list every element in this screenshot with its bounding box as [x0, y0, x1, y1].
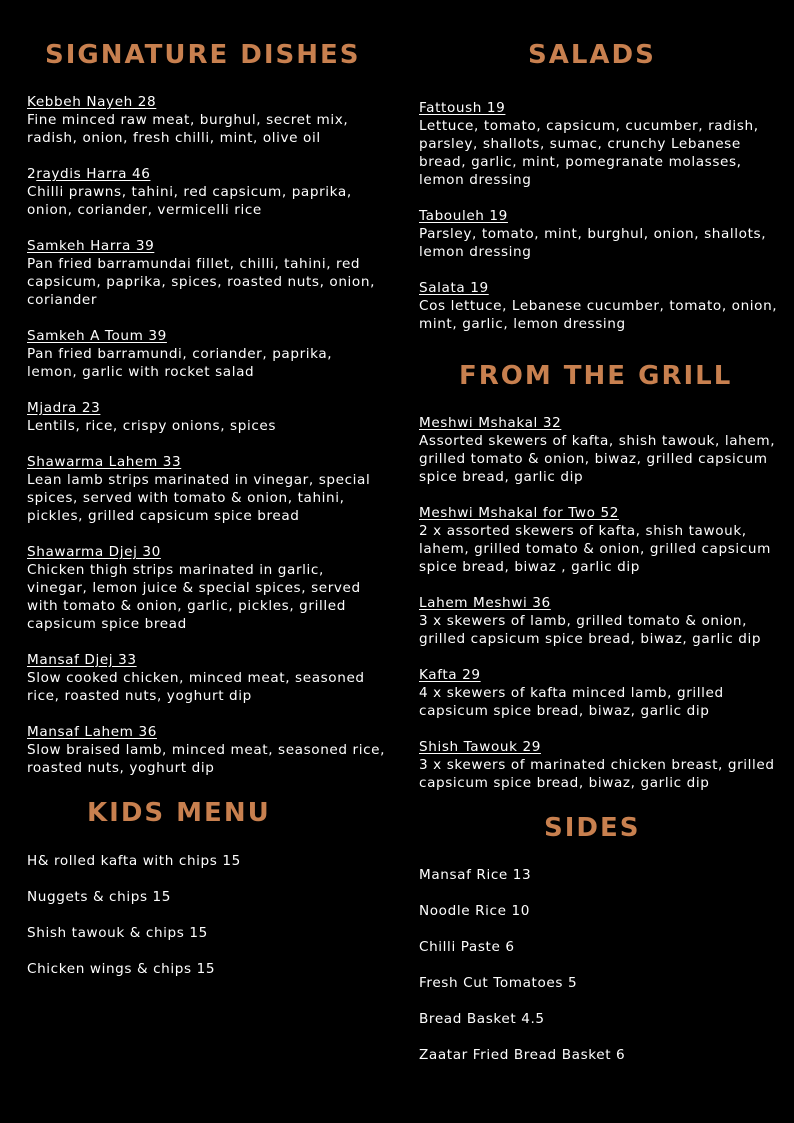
item-name: Samkeh Harra 39	[27, 238, 155, 254]
menu-item	[419, 594, 779, 648]
side-item: Bread Basket 4.5	[419, 1011, 545, 1027]
item-description: Parsley, tomato, mint, burghul, onion, shallots, lemon dressing	[419, 226, 767, 260]
item-description: 3 x skewers of lamb, grilled tomato & onion, grilled capsicum spice bread, biwaz, garlic dip	[419, 613, 762, 647]
menu-item	[419, 504, 779, 576]
item-name	[27, 165, 387, 183]
item-name-prefix: 2	[27, 166, 37, 182]
menu-item	[27, 399, 387, 435]
item-name: Kebbeh Nayeh 28	[27, 94, 157, 110]
menu-item	[27, 327, 387, 381]
item-name: Fattoush 19	[419, 100, 506, 116]
menu-item	[27, 453, 387, 525]
item-description: Lean lamb strips marinated in vinegar, special spices, served with tomato & onion, tahini, pickles, grilled capsicum spice bread	[27, 472, 371, 524]
side-item: Fresh Cut Tomatoes 5	[419, 975, 578, 991]
item-name: Kafta 29	[419, 667, 481, 683]
menu-item	[419, 738, 779, 792]
item-name: Salata 19	[419, 280, 489, 296]
item-description: Slow cooked chicken, minced meat, seasoned rice, roasted nuts, yoghurt dip	[27, 670, 365, 704]
item-description: 2 x assorted skewers of kafta, shish tawouk, lahem, grilled tomato & onion, grilled capsicum spice bread, biwaz , garlic dip	[419, 523, 771, 575]
kids-menu-heading: KIDS MENU	[87, 798, 271, 828]
item-name: Mansaf Djej 33	[27, 652, 137, 668]
side-item: Mansaf Rice 13	[419, 867, 532, 883]
item-name-text: raydis Harra 46	[36, 166, 151, 182]
item-description: 4 x skewers of kafta minced lamb, grilled capsicum spice bread, biwaz, garlic dip	[419, 685, 724, 719]
item-description: Pan fried barramundi, coriander, paprika, lemon, garlic with rocket salad	[27, 346, 333, 380]
menu-item	[27, 93, 387, 147]
menu-item	[419, 414, 779, 486]
kids-item: Nuggets & chips 15	[27, 889, 172, 905]
item-description: Fine minced raw meat, burghul, secret mix, radish, onion, fresh chilli, mint, olive oil	[27, 112, 349, 146]
item-description: Lettuce, tomato, capsicum, cucumber, radish, parsley, shallots, sumac, crunchy Lebanese bread, garlic, mint, pomegranate molasses, lemon dressing	[419, 118, 759, 188]
item-description: Chicken thigh strips marinated in garlic, vinegar, lemon juice & special spices, served with tomato & onion, garlic, pickles, grilled capsicum spice bread	[27, 562, 361, 632]
side-item: Zaatar Fried Bread Basket 6	[419, 1047, 626, 1063]
kids-item: H& rolled kafta with chips 15	[27, 853, 241, 869]
menu-item	[27, 237, 387, 309]
item-name: Meshwi Mshakal 32	[419, 415, 562, 431]
side-item: Chilli Paste 6	[419, 939, 515, 955]
menu-item	[419, 207, 779, 261]
item-name: Shish Tawouk 29	[419, 739, 541, 755]
item-description: Cos lettuce, Lebanese cucumber, tomato, onion, mint, garlic, lemon dressing	[419, 298, 778, 332]
item-description: Assorted skewers of kafta, shish tawouk, lahem, grilled tomato & onion, biwaz, grilled capsicum spice bread, garlic dip	[419, 433, 776, 485]
menu-item	[27, 165, 387, 219]
menu-item	[419, 279, 779, 333]
kids-item: Shish tawouk & chips 15	[27, 925, 208, 941]
menu-item	[27, 651, 387, 705]
item-name: Lahem Meshwi 36	[419, 595, 551, 611]
item-description: Lentils, rice, crispy onions, spices	[27, 418, 277, 434]
sides-heading: SIDES	[544, 813, 641, 843]
signature-dishes-heading: SIGNATURE DISHES	[45, 40, 361, 70]
item-description: Slow braised lamb, minced meat, seasoned rice, roasted nuts, yoghurt dip	[27, 742, 386, 776]
item-name: Shawarma Djej 30	[27, 544, 161, 560]
item-description: 3 x skewers of marinated chicken breast, grilled capsicum spice bread, biwaz, garlic dip	[419, 757, 775, 791]
menu-item	[27, 543, 387, 633]
item-name: Mansaf Lahem 36	[27, 724, 157, 740]
salads-heading: SALADS	[528, 40, 656, 70]
menu-item	[419, 666, 779, 720]
side-item: Noodle Rice 10	[419, 903, 530, 919]
item-description: Pan fried barramundai fillet, chilli, tahini, red capsicum, paprika, spices, roasted nuts, onion, coriander	[27, 256, 375, 308]
kids-item: Chicken wings & chips 15	[27, 961, 216, 977]
menu-item	[419, 99, 779, 189]
item-name: Meshwi Mshakal for Two 52	[419, 505, 619, 521]
from-the-grill-heading: FROM THE GRILL	[459, 361, 733, 391]
item-name: Mjadra 23	[27, 400, 101, 416]
item-name: Tabouleh 19	[419, 208, 508, 224]
menu-item	[27, 723, 387, 777]
item-name: Shawarma Lahem 33	[27, 454, 182, 470]
item-description: Chilli prawns, tahini, red capsicum, paprika, onion, coriander, vermicelli rice	[27, 184, 352, 218]
item-name: Samkeh A Toum 39	[27, 328, 167, 344]
